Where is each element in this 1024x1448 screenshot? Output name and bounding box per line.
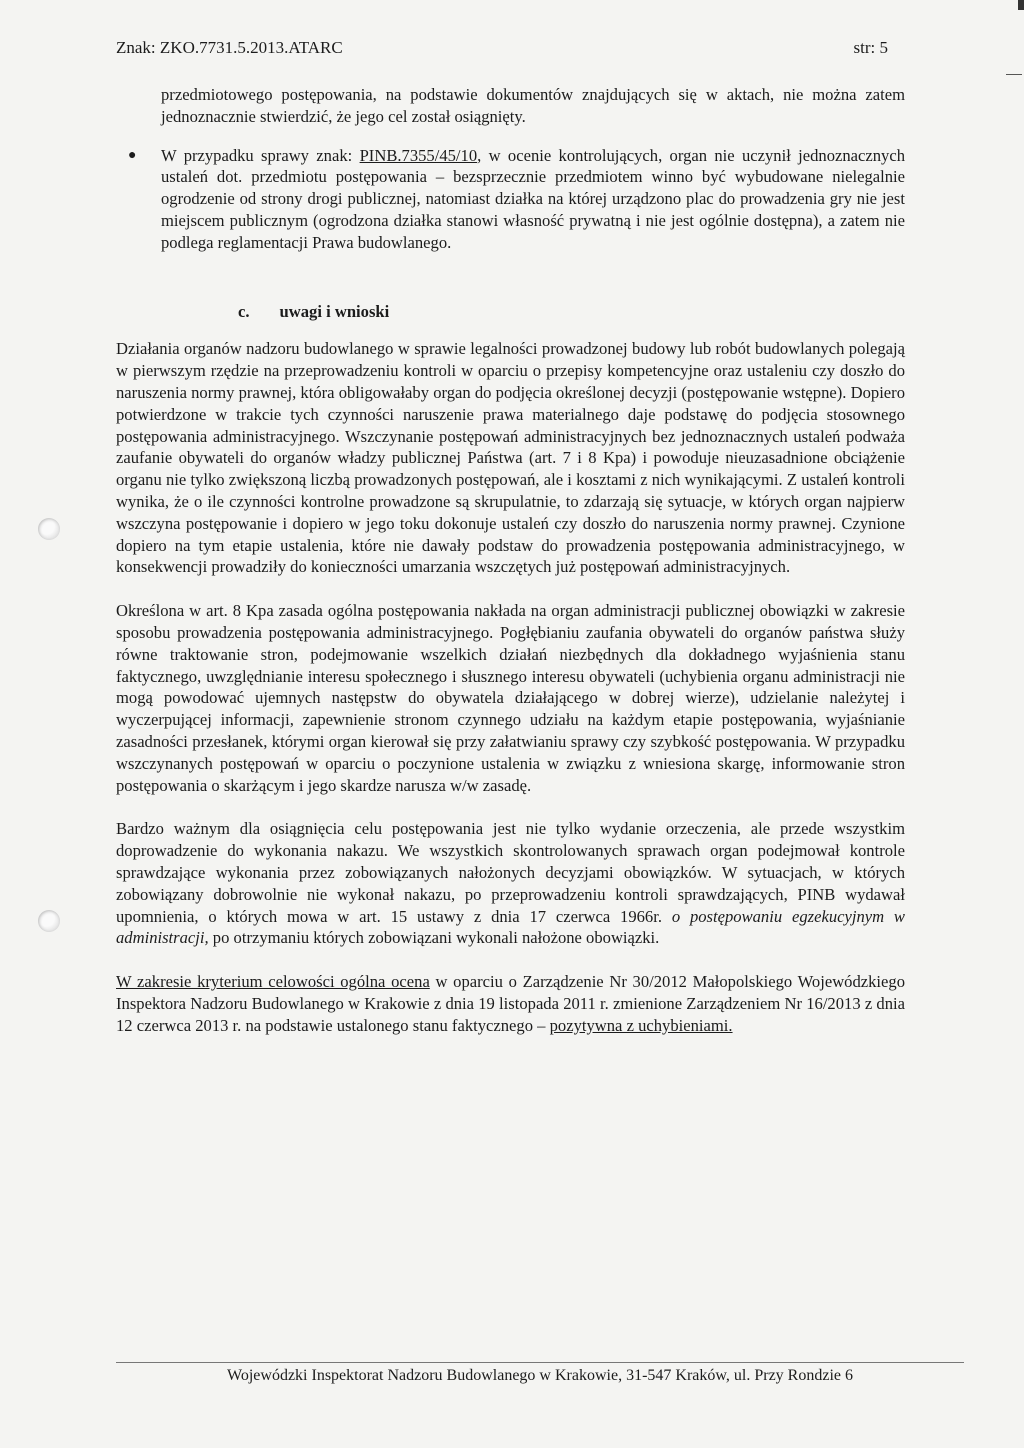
scan-edge-mark [1018, 0, 1024, 10]
paragraph-enforcement-post: po otrzymaniu których zobowiązani wykonali nałożone obowiązki. [208, 928, 660, 948]
page-footer: Wojewódzki Inspektorat Nadzoru Budowlanego w Krakowie, 31-547 Kraków, ul. Przy Rondzie 6 [227, 1367, 853, 1384]
paragraph-enforcement [116, 818, 905, 949]
assessment-body: w oparciu o Zarządzenie Nr 30/2012 Małopolskiego Wojewódzkiego Inspektora Nadzoru Budowlanego w Krakowie z dnia 19 listopada 2011 r. zmienione Zarządzeniem Nr 16/2013 z dnia 12 czerwca 2013 r. na podstawie ustalonego stanu faktycznego – [116, 972, 905, 1035]
case-reference: PINB.7355/45/10 [359, 145, 478, 165]
continued-paragraph: przedmiotowego postępowania, na podstawie dokumentów znajdujących się w aktach, nie można zatem jednoznacznie stwierdzić, że jego cel został osiągnięty. [161, 85, 905, 126]
assessment-result: pozytywna z uchybieniami. [549, 1015, 733, 1035]
page-content [116, 84, 905, 1036]
paragraph-enforcement-pre: Bardzo ważnym dla osiągnięcia celu postępowania jest nie tylko wydanie orzeczenia, ale przede wszystkim doprowadzenie do wykonania nakazu. We wszystkich skontrolowanych sprawach organ podejmował kontrole sprawdzające wykonania przez zobowiązanych nałożonych decyzjami obowiązków. W sytuacjach, w których zobowiązany dobrowolnie nie wykonał nakazu, po przeprowadzeniu kontroli sprawdzających, PINB wydawał upomnienia, o których mowa w art. 15 ustawy z dnia 17 czerwca 1966r. [116, 819, 905, 926]
bullet-icon: ● [128, 147, 137, 163]
assessment-criterion: W zakresie kryterium celowości ogólna ocena [116, 972, 430, 992]
act-title: o postępowaniu egzekucyjnym w administracji, [116, 906, 905, 948]
page-header [116, 38, 888, 58]
bullet-text [161, 145, 905, 254]
footer-divider [116, 1362, 964, 1363]
scan-edge-tick [1006, 74, 1022, 75]
page-number: str: 5 [853, 38, 888, 57]
bullet-text-post: , w ocenie kontrolujących, organ nie uczynił jednoznacznych ustaleń dot. przedmiotu postępowania – bezsprzecznie przedmiotem winno być wybudowane nielegalnie ogrodzenie od strony drogi publicznej, natomiast działka na której urządzono plac do prowadzenia gry nie jest miejscem publicznym (ogrodzona działka stanowi własność prywatną i nie jest ogólnie dostępna), a zatem nie podlega reglamentacji Prawa budowlanego. [161, 145, 906, 252]
paragraph-assessment [116, 971, 905, 1036]
punch-hole-icon [38, 910, 60, 932]
paragraph-actions: Działania organów nadzoru budowlanego w sprawie legalności prowadzonej budowy lub robót budowlanych polegają w pierwszym rzędzie na przeprowadzeniu kontroli w oparciu o przepisy kompetencyjne oraz ustaleniu czy doszło do naruszenia normy prawnej, która obligowałaby organ do podjęcia określonej decyzji (postępowanie wstępne). Dopiero potwierdzone w trakcie tych czynności naruszenie prawa materialnego daje podstawę do podjęcia stosownego postępowania administracyjnego. Wszczynanie postępowań administracyjnych bez jednoznacznych ustaleń podważa zaufanie obywateli do organów władzy publicznej Państwa (art. 7 i 8 Kpa) i powoduje nieuzasadnione obciążenie organu nie tylko zwiększoną liczbą prowadzonych postępowań, ale i kosztami z nich wynikającymi. Z ustaleń kontroli wynika, że o ile czynności kontrolne prowadzone są skrupulatnie, to zdarzają się sytuacje, w których organ najpierw wszczyna postępowanie i dopiero w jego toku dokonuje ustaleń czy doszło do naruszenia normy prawnej. Czynione dopiero na tym etapie ustalenia, które nie dawały podstaw do prowadzenia postępowania administracyjnego, w konsekwencji prowadziły do konieczności umarzania wszczętych już postępowań administracyjnych. [116, 339, 905, 577]
section-heading [238, 301, 905, 323]
bullet-text-pre: W przypadku sprawy znak: [161, 145, 360, 165]
punch-hole-icon [38, 518, 60, 540]
paragraph-art8: Określona w art. 8 Kpa zasada ogólna postępowania nakłada na organ administracji publicznej obowiązki w zakresie sposobu prowadzenia postępowania administracyjnego. Pogłębianiu zaufania obywateli do organów państwa służy równe traktowanie stron, podejmowanie wszelkich działań niezbędnych dla dokładnego wyjaśnienia stanu faktycznego, uwzględnianie interesu społecznego i słusznego interesu obywateli (uchybienia organu administracji nie mogą powodować ujemnych następstw do obywatela działającego w dobrej wierze), udzielanie należytej i wyczerpującej informacji, zapewnienie stronom czynnego udziału na każdym etapie postępowania, wyjaśnianie zasadności przesłanek, którymi organ kierował się przy załatwianiu sprawy czy szybkość postępowania. W przypadku wszczynanych postępowań w oparciu o poczynione ustalenia w związku z wniesiona skargę, informowanie stron postępowania o skarżącym i jego skardze narusza w/w zasadę. [116, 601, 905, 795]
section-title: uwagi i wnioski [279, 301, 390, 321]
case-sign: Znak: ZKO.7731.5.2013.ATARC [116, 38, 343, 57]
bullet-item [116, 145, 905, 254]
section-letter: c. [238, 301, 250, 321]
